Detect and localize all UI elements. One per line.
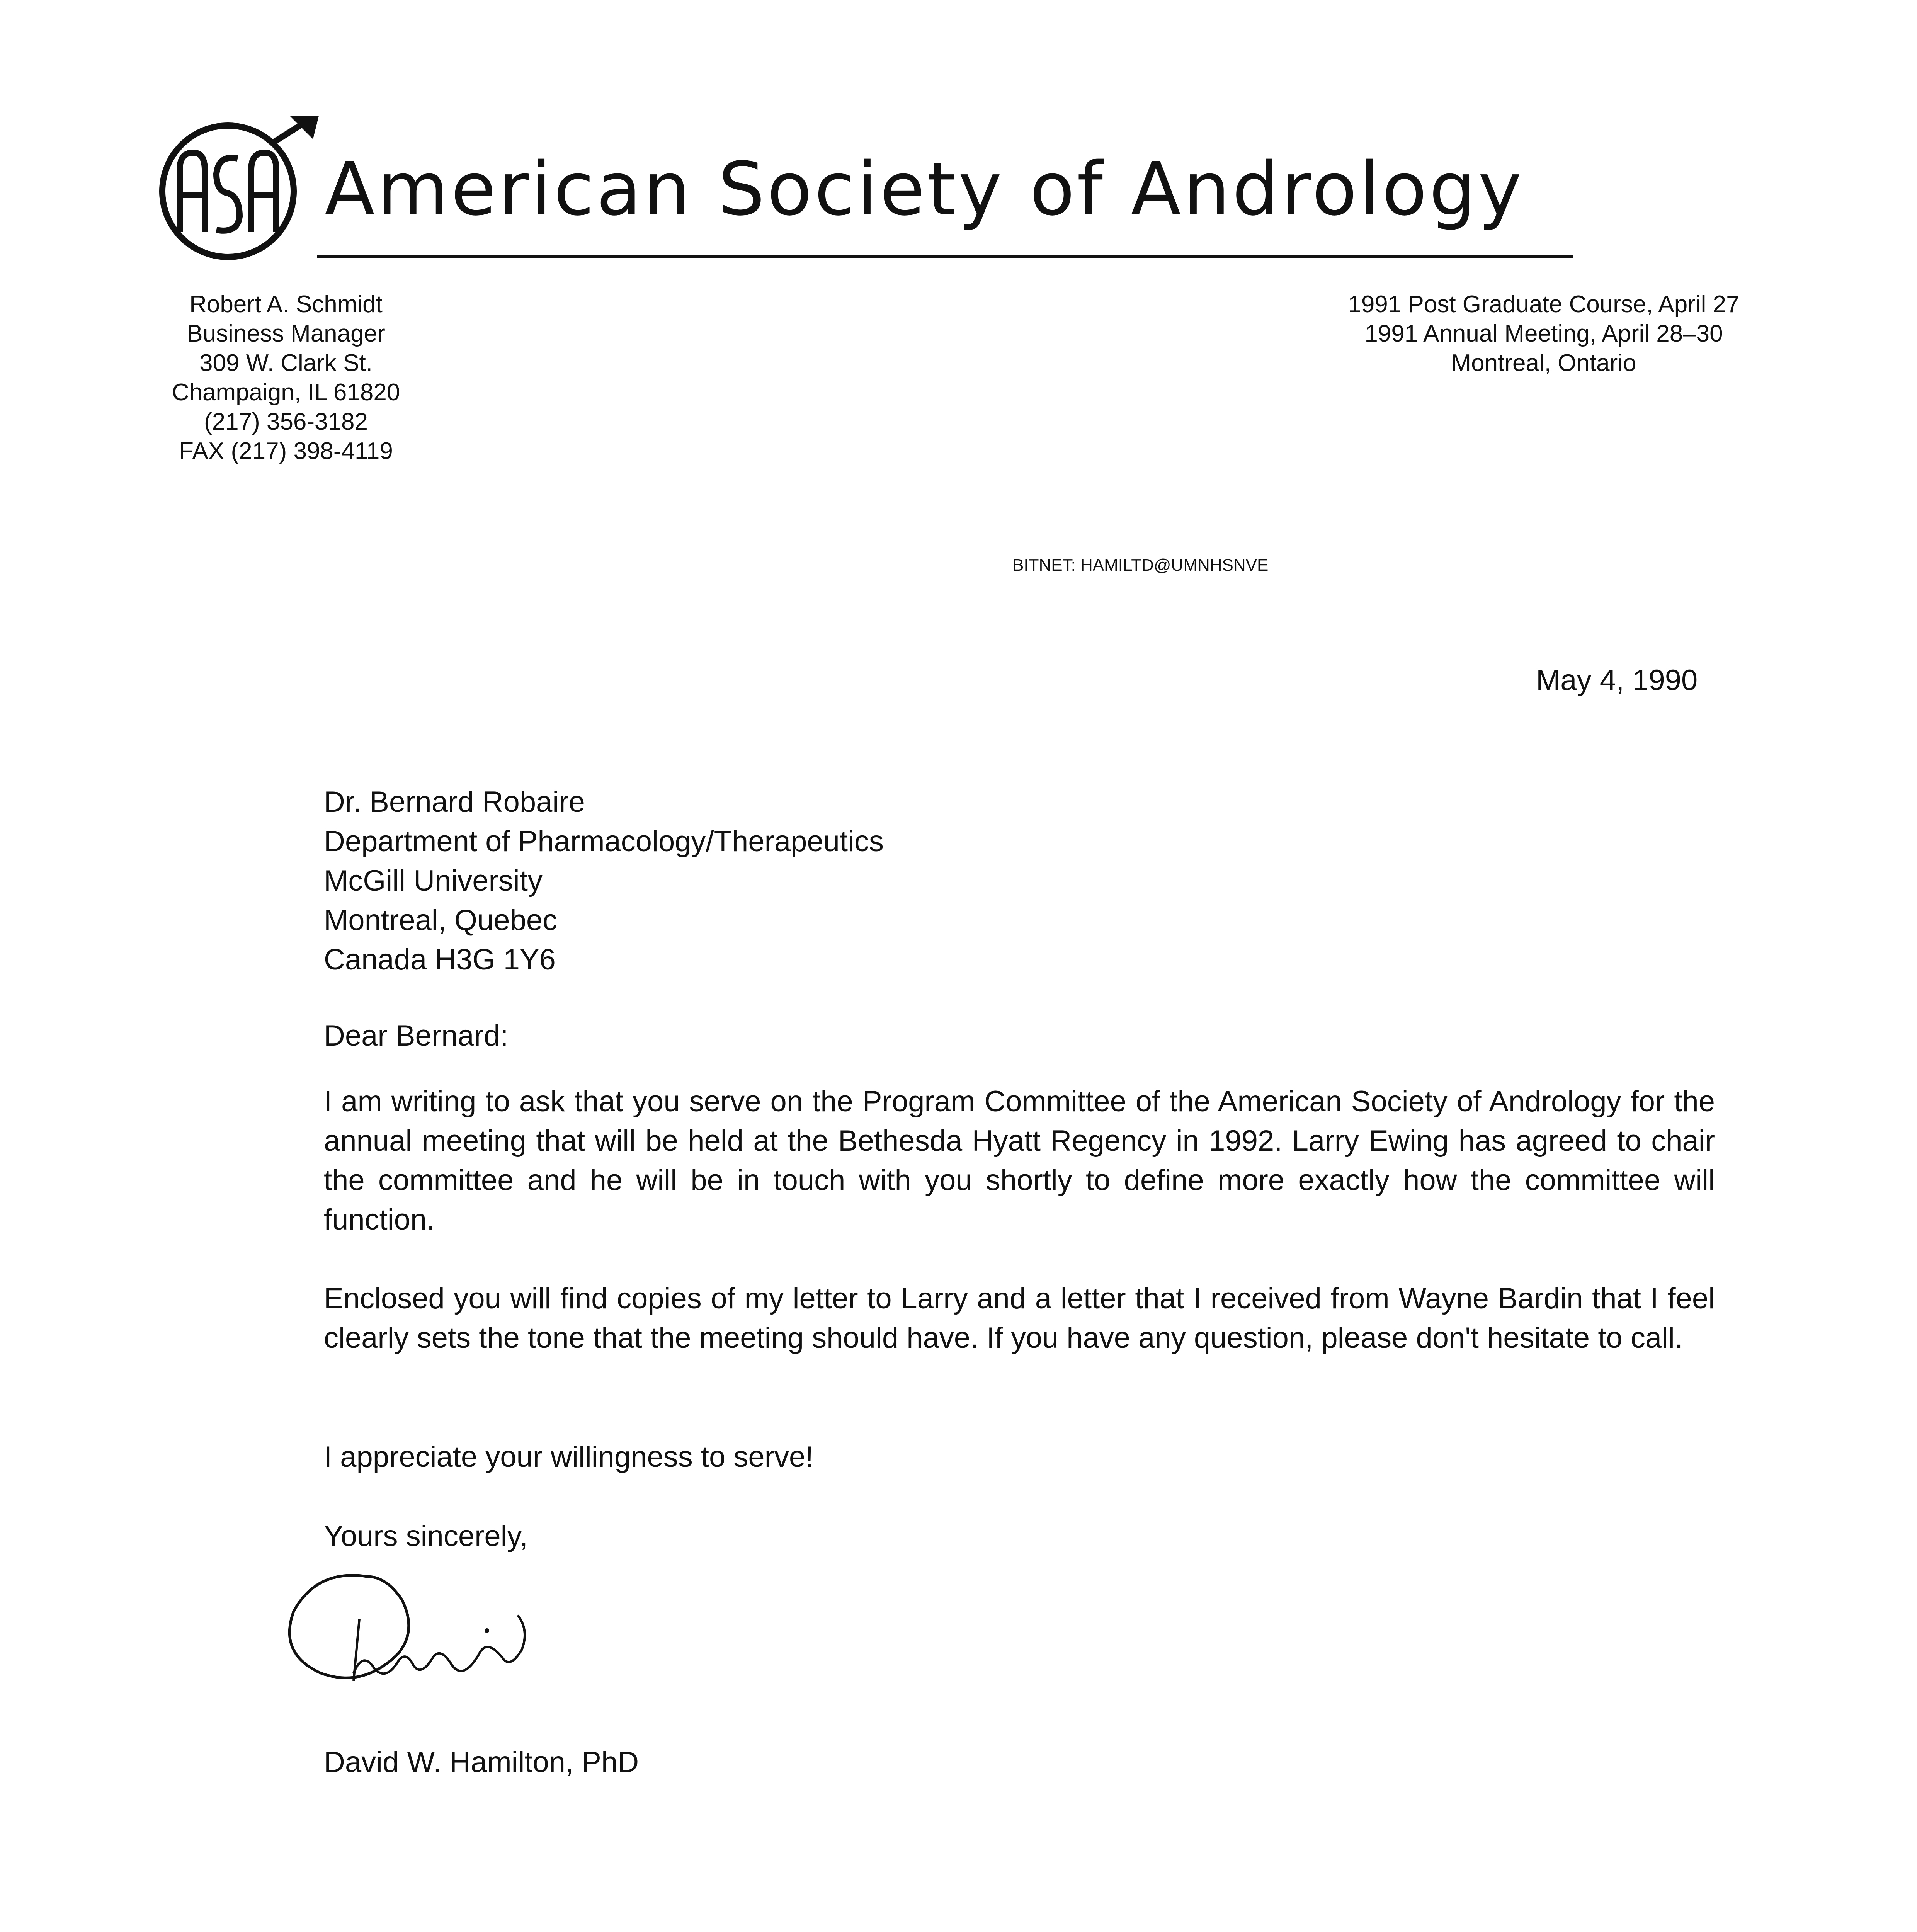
body-paragraph-2: Enclosed you will find copies of my letter to Larry and a letter that I received from Wayne Bardin that I feel clearly sets the tone that the meeting should have. If you have any question, please don't hesitate to call. <box>324 1282 1715 1354</box>
letterhead <box>155 116 1524 263</box>
manager-line: Champaign, IL 61820 <box>172 379 400 406</box>
recipient-address <box>324 782 884 980</box>
closing: Yours sincerely, <box>324 1520 528 1553</box>
bitnet-address: BITNET: HAMILTD@UMNHSNVE <box>1012 556 1269 575</box>
signer-name: David W. Hamilton, PhD <box>324 1746 639 1779</box>
meeting-line: 1991 Post Graduate Course, April 27 <box>1348 291 1740 318</box>
manager-line: FAX (217) 398-4119 <box>179 438 393 464</box>
recipient-line: Montreal, Quebec <box>324 904 558 937</box>
manager-line: Business Manager <box>187 320 385 347</box>
body-paragraph-1: I am writing to ask that you serve on the Program Committee of the American Society of Andrology for the annual meeting that will be held at the Bethesda Hyatt Regency in 1992. Larry Ewing has agreed to chair the committee and he will be in touch with you shortly to define more exactly how the committee will function. <box>324 1085 1715 1236</box>
meeting-line: 1991 Annual Meeting, April 28–30 <box>1364 320 1723 347</box>
business-manager-block <box>155 290 417 466</box>
salutation: Dear Bernard: <box>324 1019 509 1052</box>
signature <box>270 1553 572 1731</box>
recipient-line: McGill University <box>324 864 543 897</box>
manager-line: 309 W. Clark St. <box>199 350 373 376</box>
organization-name: American Society of Andrology <box>325 146 1524 232</box>
manager-line: Robert A. Schmidt <box>189 291 383 318</box>
recipient-line: Department of Pharmacology/Therapeutics <box>324 825 884 858</box>
recipient-line: Dr. Bernard Robaire <box>324 786 585 818</box>
letter-date: May 4, 1990 <box>1536 664 1698 697</box>
asa-logo <box>155 116 321 263</box>
recipient-line: Canada H3G 1Y6 <box>324 943 556 976</box>
meeting-info-block <box>1322 290 1766 378</box>
meeting-line: Montreal, Ontario <box>1451 350 1636 376</box>
body-paragraph-3: I appreciate your willingness to serve! <box>324 1440 814 1473</box>
manager-line: (217) 356-3182 <box>204 408 368 435</box>
letterhead-rule <box>317 255 1573 258</box>
